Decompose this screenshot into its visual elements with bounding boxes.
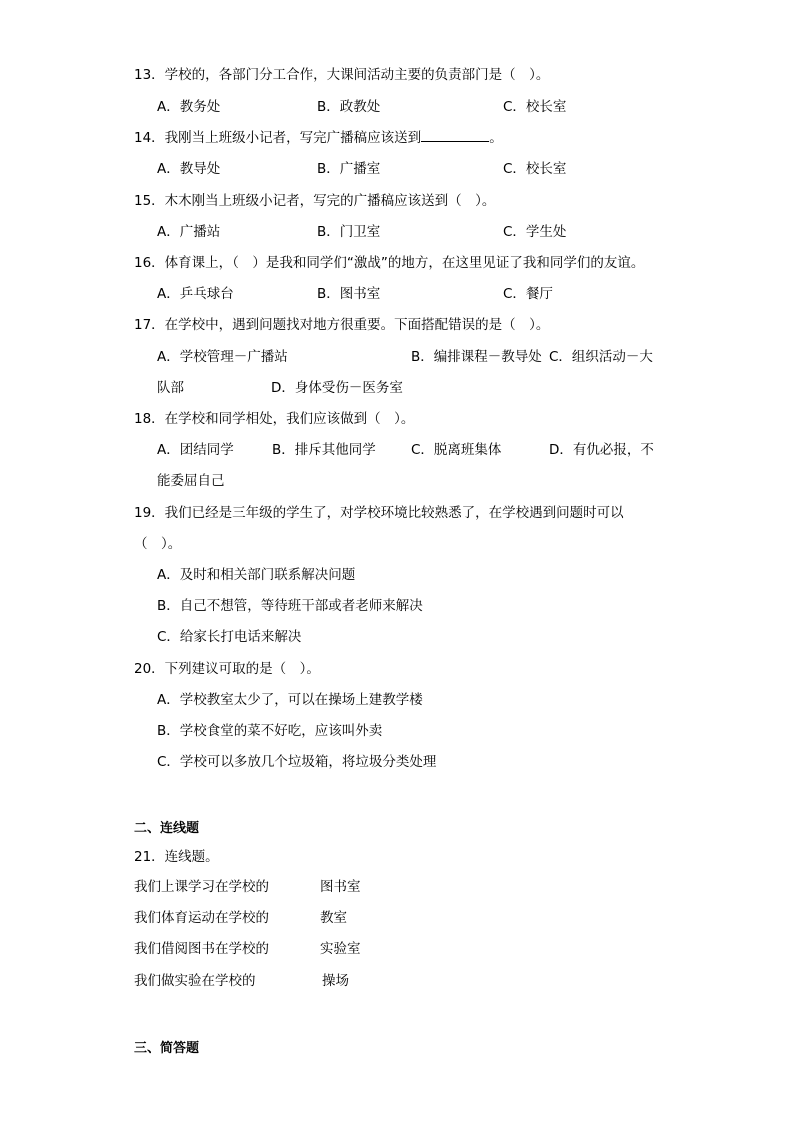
- question-17-option-d: D．身体受伤－医务室: [271, 380, 403, 396]
- question-17-option-a: A．学校管理－广播站: [157, 349, 288, 365]
- question-18-option-d: D．有仇必报，不: [549, 442, 654, 458]
- question-16-option-c: C．餐厅: [503, 286, 553, 302]
- question-16-stem: 16．体育课上，（ ）是我和同学们“激战”的地方，在这里见证了我和同学们的友谊。: [134, 255, 645, 271]
- question-13-option-b: B．政教处: [317, 99, 381, 115]
- question-16-option-a: A．乒乓球台: [157, 286, 234, 302]
- match-right-item: 教室: [320, 910, 347, 926]
- match-left-item: 我们上课学习在学校的: [134, 879, 269, 895]
- question-19-option-c: C．给家长打电话来解决: [157, 629, 302, 645]
- section-2-heading: 二、连线题: [134, 821, 200, 836]
- question-13-option-a: A．教务处: [157, 99, 221, 115]
- question-20-option-b: B．学校食堂的菜不好吃，应该叫外卖: [157, 723, 383, 739]
- question-19-option-a: A．及时和相关部门联系解决问题: [157, 567, 356, 583]
- question-14-stem-end: 。: [489, 130, 503, 146]
- question-17-option-b: B．编排课程－教导处: [411, 349, 542, 365]
- question-18-option-a: A．团结同学: [157, 442, 234, 458]
- match-right-item: 操场: [322, 973, 349, 989]
- question-15-option-b: B．门卫室: [317, 224, 381, 240]
- question-14-stem: [134, 129, 503, 147]
- question-14-option-a: A．教导处: [157, 161, 221, 177]
- question-17-stem: 17．在学校中，遇到问题找对地方很重要。下面搭配错误的是（ ）。: [134, 317, 550, 333]
- match-right-item: 图书室: [320, 879, 361, 895]
- match-left-item: 我们借阅图书在学校的: [134, 941, 269, 957]
- answer-blank: [421, 129, 489, 142]
- question-20-stem: 20．下列建议可取的是（ ）。: [134, 661, 320, 677]
- question-15-option-a: A．广播站: [157, 224, 221, 240]
- question-19-option-b: B．自己不想管，等待班干部或者老师来解决: [157, 598, 423, 614]
- match-left-item: 我们做实验在学校的: [134, 973, 256, 989]
- question-20-option-c: C．学校可以多放几个垃圾箱，将垃圾分类处理: [157, 754, 437, 770]
- question-13-stem: 13．学校的，各部门分工合作，大课间活动主要的负责部门是（ ）。: [134, 67, 550, 83]
- question-17-option-c-cont: 队部: [157, 380, 184, 396]
- question-20-option-a: A．学校教室太少了，可以在操场上建教学楼: [157, 692, 423, 708]
- question-14-option-b: B．广播室: [317, 161, 381, 177]
- match-right-item: 实验室: [320, 941, 361, 957]
- question-19-stem-cont: （ ）。: [134, 536, 182, 552]
- question-14-option-c: C．校长室: [503, 161, 567, 177]
- match-left-item: 我们体育运动在学校的: [134, 910, 269, 926]
- question-13-option-c: C．校长室: [503, 99, 567, 115]
- question-18-stem: 18．在学校和同学相处，我们应该做到（ ）。: [134, 411, 415, 427]
- question-16-option-b: B．图书室: [317, 286, 381, 302]
- question-21-stem: 21．连线题。: [134, 849, 219, 865]
- question-18-option-c: C．脱离班集体: [411, 442, 502, 458]
- section-3-heading: 三、简答题: [134, 1041, 200, 1056]
- question-15-stem: 15．木木刚当上班级小记者，写完的广播稿应该送到（ ）。: [134, 193, 496, 209]
- question-15-option-c: C．学生处: [503, 224, 567, 240]
- question-18-option-d-cont: 能委屈自己: [157, 473, 225, 489]
- question-18-option-b: B．排斥其他同学: [272, 442, 376, 458]
- question-17-option-c: C．组织活动－大: [549, 349, 653, 365]
- question-14-stem-text: 14．我刚当上班级小记者，写完广播稿应该送到: [134, 130, 422, 146]
- question-19-stem: 19．我们已经是三年级的学生了，对学校环境比较熟悉了，在学校遇到问题时可以: [134, 505, 624, 521]
